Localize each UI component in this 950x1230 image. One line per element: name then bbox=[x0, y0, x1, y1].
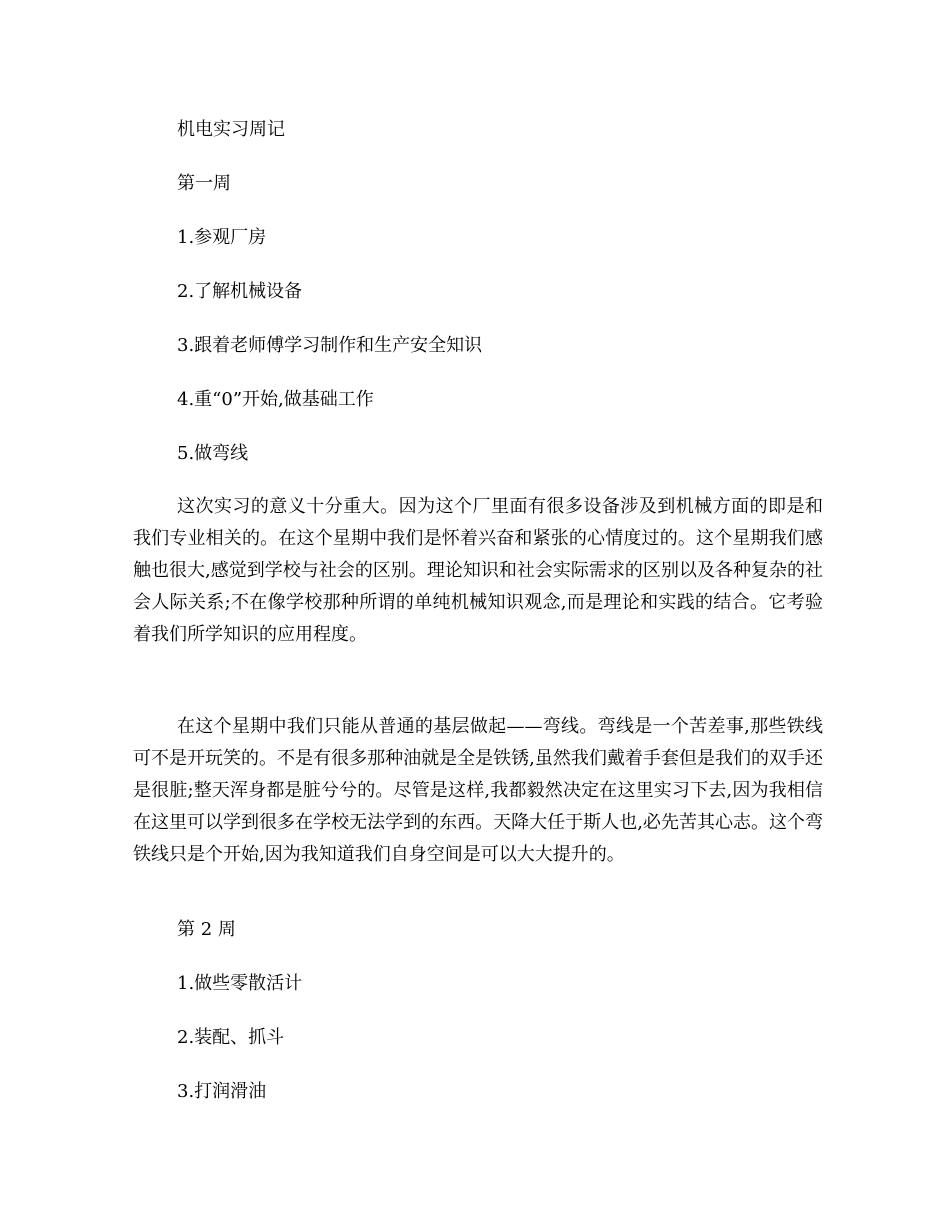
week2-item-3: 3.打润滑油 bbox=[177, 1081, 267, 1102]
week2-heading: 第 2 周 bbox=[177, 919, 236, 940]
week2-item-2: 2.装配、抓斗 bbox=[177, 1027, 285, 1048]
week2-item-1: 1.做些零散活计 bbox=[177, 973, 303, 994]
week1-item-5: 5.做弯线 bbox=[177, 443, 249, 464]
week1-item-3: 3.跟着老师傅学习制作和生产安全知识 bbox=[177, 335, 483, 356]
week1-item-4: 4.重“0”开始,做基础工作 bbox=[177, 389, 374, 410]
week1-item-2: 2.了解机械设备 bbox=[177, 281, 303, 302]
week1-item-1: 1.参观厂房 bbox=[177, 227, 267, 248]
week1-paragraph-2: 在这个星期中我们只能从普通的基层做起——弯线。弯线是一个苦差事,那些铁线可不是开玩笑的。不是有很多那种油就是全是铁锈,虽然我们戴着手套但是我们的双手还是很脏;整天浑身都是脏兮兮的。尽管是这样,我都毅然决定在这里实习下去,因为我相信在这里可以学到很多在学校无法学到的东西。天降大任于斯人也,必先苦其心志。这个弯铁线只是个开始,因为我知道我们自身空间是可以大大提升的。 bbox=[133, 716, 823, 865]
document-title: 机电实习周记 bbox=[177, 119, 285, 140]
week1-paragraph-1: 这次实习的意义十分重大。因为这个厂里面有很多设备涉及到机械方面的即是和我们专业相关的。在这个星期中我们是怀着兴奋和紧张的心情度过的。这个星期我们感触也很大,感觉到学校与社会的区别。理论知识和社会实际需求的区别以及各种复杂的社会人际关系;不在像学校那种所谓的单纯机械知识观念,而是理论和实践的结合。它考验着我们所学知识的应用程度。 bbox=[133, 496, 823, 645]
week1-heading: 第一周 bbox=[177, 173, 231, 194]
